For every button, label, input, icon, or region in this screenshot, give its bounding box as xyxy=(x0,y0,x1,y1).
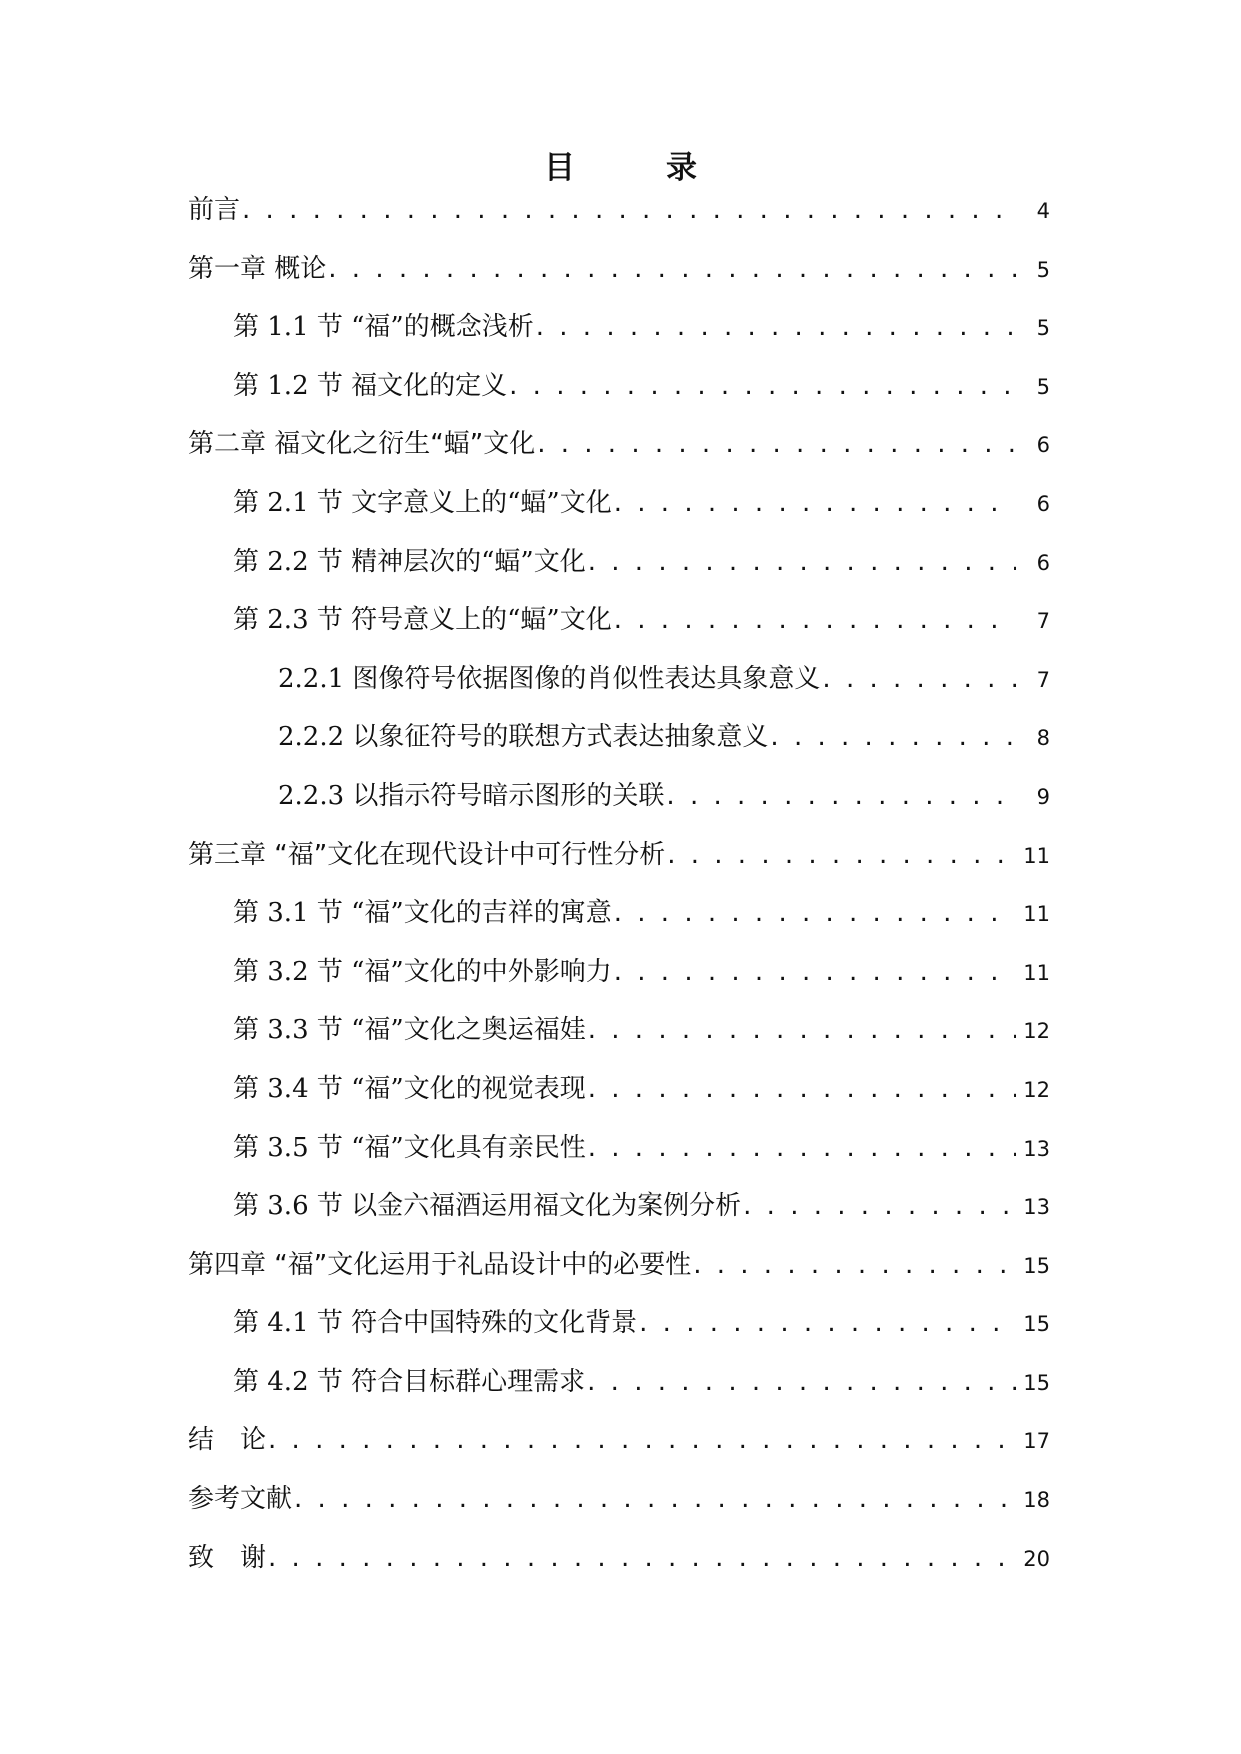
dot-leader xyxy=(612,895,1016,931)
toc-entry-text: 2.2.1 图像符号依据图像的肖似性表达具象意义 xyxy=(278,663,821,694)
toc-entry-section-2-3[interactable] xyxy=(188,602,1050,661)
toc-entry-section-3-5[interactable] xyxy=(188,1130,1050,1189)
toc-entry-text: 第 4.2 节 符合目标群心理需求 xyxy=(233,1366,586,1397)
toc-entry-text: 第 2.2 节 精神层次的“蝠”文化 xyxy=(233,546,586,577)
toc-entry-text: 第 3.4 节 “福”文化的视觉表现 xyxy=(233,1073,586,1104)
dot-leader xyxy=(691,1247,1016,1283)
toc-page-number: 17 xyxy=(1023,1429,1050,1454)
toc-page-number: 13 xyxy=(1023,1195,1050,1220)
dot-leader xyxy=(585,1364,1016,1400)
toc-page-number: 18 xyxy=(1023,1488,1050,1513)
toc-page-number: 11 xyxy=(1023,960,1050,985)
toc-entry-chapter-1[interactable] xyxy=(188,251,1050,310)
toc-entry-section-2-1[interactable] xyxy=(188,485,1050,544)
dot-leader xyxy=(741,1188,1016,1224)
toc-title: 目 录 xyxy=(544,150,727,186)
dot-leader xyxy=(586,1012,1016,1048)
toc-page-number: 5 xyxy=(1036,374,1050,399)
toc-page-number: 13 xyxy=(1023,1136,1050,1161)
toc-entry-section-3-3[interactable] xyxy=(188,1012,1050,1071)
toc-entry-subsection-2-2-3[interactable] xyxy=(188,778,1050,837)
toc-entry-conclusion[interactable] xyxy=(188,1422,1050,1481)
dot-leader xyxy=(612,602,1016,638)
toc-page-number: 11 xyxy=(1023,902,1050,927)
toc-page-number: 6 xyxy=(1036,433,1050,458)
toc-page-number: 11 xyxy=(1023,843,1050,868)
toc-page-number: 12 xyxy=(1023,1019,1050,1044)
toc-entry-text: 第 2.3 节 符号意义上的“蝠”文化 xyxy=(233,605,612,636)
toc-entry-section-1-1[interactable] xyxy=(188,309,1050,368)
toc-page-number: 5 xyxy=(1036,316,1050,341)
toc-entry-subsection-2-2-1[interactable] xyxy=(188,661,1050,720)
toc-entry-text: 第四章 “福”文化运用于礼品设计中的必要性 xyxy=(188,1249,692,1280)
toc-page-number: 6 xyxy=(1036,550,1050,575)
toc-entry-text: 第 2.1 节 文字意义上的“蝠”文化 xyxy=(233,487,612,518)
dot-leader xyxy=(240,192,1016,228)
toc-entry-section-4-2[interactable] xyxy=(188,1364,1050,1423)
toc-page-number: 12 xyxy=(1023,1077,1050,1102)
toc-entry-chapter-4[interactable] xyxy=(188,1247,1050,1306)
toc-entry-text: 第 4.1 节 符合中国特殊的文化背景 xyxy=(233,1308,638,1339)
dot-leader xyxy=(768,719,1016,755)
dot-leader xyxy=(820,661,1016,697)
toc-entry-chapter-3[interactable] xyxy=(188,837,1050,896)
toc-entry-text: 第 1.1 节 “福”的概念浅析 xyxy=(233,312,534,343)
toc-entry-chapter-2[interactable] xyxy=(188,426,1050,485)
toc-entry-subsection-2-2-2[interactable] xyxy=(188,719,1050,778)
toc-entry-text: 2.2.3 以指示符号暗示图形的关联 xyxy=(278,780,665,811)
toc-entry-text: 第一章 概论 xyxy=(188,253,327,284)
dot-leader xyxy=(612,954,1016,990)
dot-leader xyxy=(266,1422,1016,1458)
toc-entry-text: 致 谢 xyxy=(188,1542,267,1573)
dot-leader xyxy=(292,1481,1016,1517)
dot-leader xyxy=(664,778,1016,814)
table-of-contents xyxy=(188,192,1050,1598)
toc-page-number: 8 xyxy=(1036,726,1050,751)
toc-entry-text: 结 论 xyxy=(188,1425,267,1456)
toc-entry-section-2-2[interactable] xyxy=(188,544,1050,603)
toc-entry-section-3-6[interactable] xyxy=(188,1188,1050,1247)
dot-leader xyxy=(665,837,1016,873)
toc-entry-section-4-1[interactable] xyxy=(188,1305,1050,1364)
toc-entry-text: 第 3.6 节 以金六福酒运用福文化为案例分析 xyxy=(233,1191,742,1222)
dot-leader xyxy=(266,1540,1016,1576)
toc-entry-text: 第 1.2 节 福文化的定义 xyxy=(233,370,508,401)
toc-entry-preface[interactable] xyxy=(188,192,1050,251)
toc-entry-section-3-4[interactable] xyxy=(188,1071,1050,1130)
dot-leader xyxy=(586,544,1016,580)
dot-leader xyxy=(535,426,1016,462)
toc-entry-text: 第 3.2 节 “福”文化的中外影响力 xyxy=(233,956,612,987)
toc-entry-text: 2.2.2 以象征符号的联想方式表达抽象意义 xyxy=(278,722,769,753)
toc-page-number: 5 xyxy=(1036,257,1050,282)
dot-leader xyxy=(326,251,1016,287)
toc-page-number: 15 xyxy=(1023,1253,1050,1278)
toc-page-number: 20 xyxy=(1023,1546,1050,1571)
toc-entry-references[interactable] xyxy=(188,1481,1050,1540)
dot-leader xyxy=(534,309,1016,345)
dot-leader xyxy=(507,368,1016,404)
dot-leader xyxy=(586,1071,1016,1107)
toc-page-number: 4 xyxy=(1036,199,1050,223)
toc-entry-acknowledgements[interactable] xyxy=(188,1540,1050,1599)
toc-page-number: 15 xyxy=(1023,1312,1050,1337)
toc-entry-text: 第二章 福文化之衍生“蝠”文化 xyxy=(188,429,536,460)
dot-leader xyxy=(637,1305,1016,1341)
toc-entry-text: 第 3.5 节 “福”文化具有亲民性 xyxy=(233,1132,586,1163)
toc-page-number: 6 xyxy=(1036,491,1050,516)
toc-page-number: 9 xyxy=(1036,784,1050,809)
toc-entry-text: 参考文献 xyxy=(188,1484,293,1515)
dot-leader xyxy=(586,1130,1016,1166)
toc-entry-text: 第三章 “福”文化在现代设计中可行性分析 xyxy=(188,839,666,870)
toc-page-number: 15 xyxy=(1023,1370,1050,1395)
toc-entry-section-3-1[interactable] xyxy=(188,895,1050,954)
toc-page-number: 7 xyxy=(1036,609,1050,634)
toc-entry-section-1-2[interactable] xyxy=(188,368,1050,427)
toc-entry-text: 第 3.3 节 “福”文化之奥运福娃 xyxy=(233,1015,586,1046)
toc-entry-text: 前言 xyxy=(188,195,241,225)
toc-entry-section-3-2[interactable] xyxy=(188,954,1050,1013)
toc-entry-text: 第 3.1 节 “福”文化的吉祥的寓意 xyxy=(233,898,612,929)
dot-leader xyxy=(612,485,1016,521)
toc-page-number: 7 xyxy=(1036,667,1050,692)
